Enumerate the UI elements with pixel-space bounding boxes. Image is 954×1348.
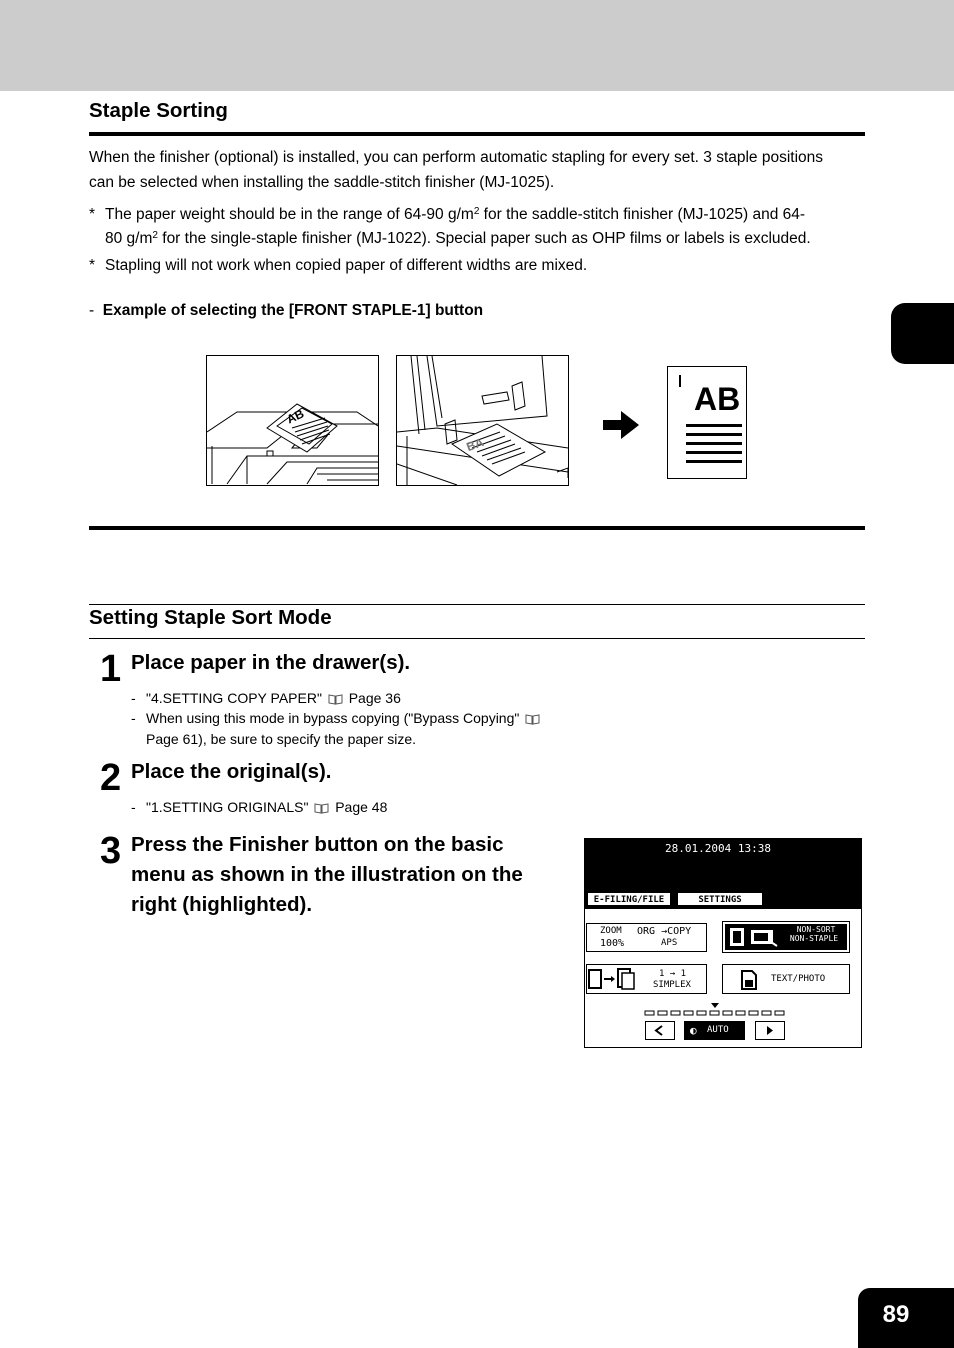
duplex-icon [587, 967, 637, 991]
note1-sup-2: 2 [152, 230, 158, 241]
sub-dash: - [131, 799, 136, 815]
example-text: Example of selecting the [FRONT STAPLE-1] button [102, 302, 484, 319]
header-band [0, 0, 954, 91]
step3-title-line-3: right (highlighted). [131, 893, 313, 916]
finisher-sort-icon [727, 926, 781, 948]
text-photo-icon [739, 969, 759, 991]
step-title-1: Place paper in the drawer(s). [131, 651, 411, 674]
book-icon [525, 713, 540, 725]
note1-part-b: for the saddle-stitch finisher (MJ-1025) and 64- [479, 206, 806, 223]
step-title-2: Place the original(s). [131, 760, 332, 783]
step1-ref-2 [131, 708, 571, 750]
tab-settings[interactable]: SETTINGS [677, 892, 763, 906]
duplex-label-line-1: 1 → 1 [659, 969, 687, 979]
org-copy-label: ORG →COPY [637, 926, 692, 937]
heading-rule [89, 132, 865, 136]
intro-line-2: can be selected when installing the saddle-stitch finisher (MJ-1025). [89, 174, 555, 191]
step-number-2: 2 [100, 757, 121, 799]
figure-platen [396, 355, 569, 486]
control-panel-illustration [584, 838, 862, 1048]
lighter-icon [646, 1022, 674, 1039]
book-icon [328, 693, 343, 705]
note1-part-c: 80 g/m [105, 230, 153, 247]
note1-sup-1: 2 [473, 206, 480, 217]
step1-ref2-text: When using this mode in bypass copying ("Bypass Copying" [146, 710, 520, 726]
staple-mark [679, 375, 681, 387]
figure-label-ba: BA [464, 435, 486, 455]
note2-text: Stapling will not work when copied paper of different widths are mixed. [105, 257, 588, 274]
step1-ref1-text: "4.SETTING COPY PAPER" [146, 690, 322, 706]
note1-part-a: The paper weight should be in the range of 64-90 g/m [105, 206, 474, 223]
step2-ref-1 [131, 797, 571, 818]
note-width-mix [89, 254, 869, 278]
image-mode-button[interactable] [722, 964, 850, 994]
chapter-tab [891, 303, 954, 364]
sub-dash: - [131, 690, 136, 706]
figure-stapled-sheet [667, 366, 747, 479]
section-heading-setting-mode: Setting Staple Sort Mode [89, 606, 332, 629]
step-title-3 [131, 830, 571, 920]
figure-feeder [206, 355, 379, 486]
zoom-value: 100% [600, 938, 625, 949]
step-number-3: 3 [100, 830, 121, 872]
step1-ref2-page: Page 61), be sure to specify the paper size. [146, 731, 417, 747]
panel-datetime: 28.01.2004 13:38 [665, 842, 771, 855]
density-auto-button[interactable] [684, 1021, 745, 1040]
step3-title-line-1: Press the Finisher button on the basic [131, 833, 504, 856]
duplex-label-line-2: SIMPLEX [653, 980, 691, 990]
step2-ref1-text: "1.SETTING ORIGINALS" [146, 799, 309, 815]
step2-ref1-page: Page 48 [335, 799, 388, 815]
step-number-1: 1 [100, 648, 121, 690]
density-darker-button[interactable] [755, 1021, 785, 1040]
intro-line-1: When the finisher (optional) is installed, you can perform automatic stapling for every set. 3 staple positions [89, 149, 824, 166]
step3-title-line-2: menu as shown in the illustration on the [131, 863, 523, 886]
note-bullet: * [89, 257, 96, 274]
note-paper-weight [89, 203, 869, 251]
book-icon [314, 802, 329, 814]
auto-density-icon: ◐ [690, 1024, 697, 1037]
heading-bottom-rule [89, 638, 865, 639]
auto-label: AUTO [707, 1025, 729, 1035]
right-arrow-icon [603, 411, 639, 439]
zoom-button[interactable] [586, 923, 707, 952]
example-caption [89, 302, 483, 320]
tab-efiling[interactable]: E-FILING/FILE [587, 892, 671, 906]
image-mode-label: TEXT/PHOTO [771, 974, 826, 984]
example-dash: - [89, 302, 95, 319]
heading-top-rule [89, 604, 865, 605]
note-bullet: * [89, 206, 96, 223]
density-lighter-button[interactable] [645, 1021, 675, 1040]
aps-label: APS [661, 938, 678, 948]
darker-icon [756, 1022, 784, 1039]
step1-ref-1 [131, 688, 571, 709]
section-end-rule [89, 526, 865, 530]
finisher-button[interactable] [722, 921, 850, 953]
step1-ref1-page: Page 36 [348, 690, 401, 706]
finisher-label-line-2: NON-STAPLE [789, 934, 839, 943]
sub-dash: - [131, 710, 136, 726]
page-number: 89 [858, 1288, 954, 1348]
note1-part-d: for the single-staple finisher (MJ-1022). Special paper such as OHP films or labels is excluded. [157, 230, 811, 247]
section-heading-staple-sorting: Staple Sorting [89, 99, 228, 122]
duplex-button[interactable] [586, 964, 707, 994]
result-label-ab: AB [694, 381, 741, 417]
figure-label-ab: AB [284, 406, 307, 427]
finisher-label-line-1: NON-SORT [796, 925, 836, 934]
intro-paragraph [89, 145, 869, 195]
density-scale [643, 1003, 789, 1017]
zoom-label: ZOOM [600, 926, 622, 936]
